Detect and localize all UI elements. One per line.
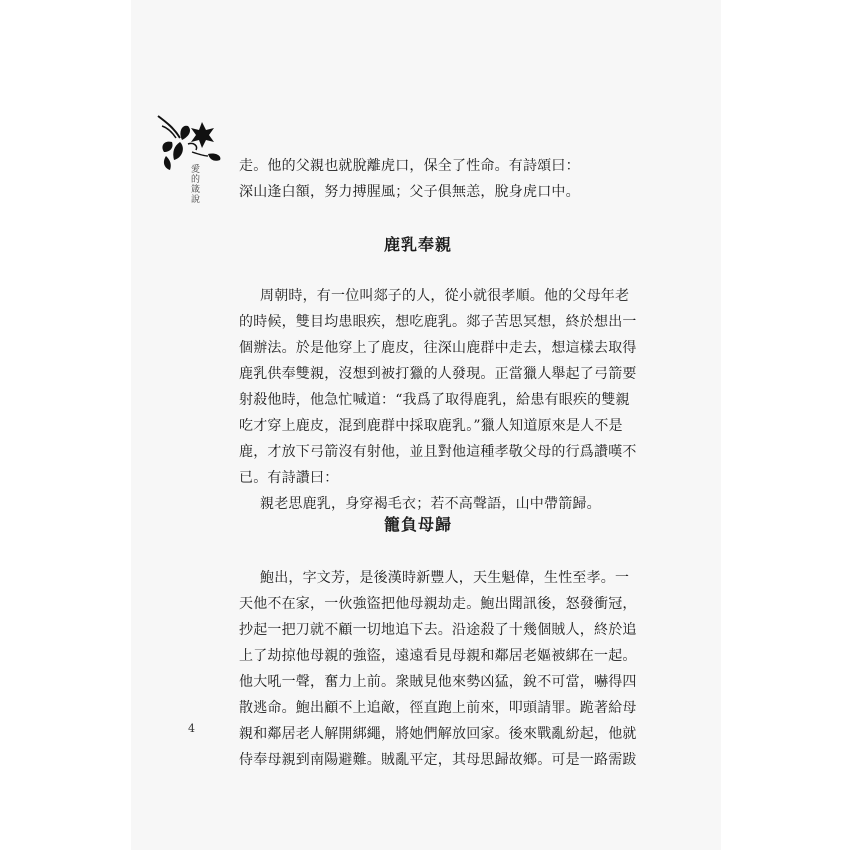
text-line: 射殺他時，他急忙喊道：“我爲了取得鹿乳，給患有眼疾的雙親 [239, 392, 630, 408]
text-line: 深山逢白額，努力搏腥風；父子俱無恙，脫身虎口中。 [239, 184, 580, 200]
intro-paragraph [239, 153, 597, 205]
text-line: 侍奉母親到南陽避難。賊亂平定，其母思歸故鄉。可是一路需跋 [239, 752, 637, 768]
text-line: 上了劫掠他母親的強盜，遠遠看見母親和鄰居老嫗被綁在一起。 [239, 648, 637, 664]
poem-line: 親老思鹿乳，身穿褐毛衣；若不高聲語，山中帶箭歸。 [260, 496, 601, 512]
text-line: 散逃命。鮑出顧不上追敵，徑直跑上前來，叩頭請罪。跪著給母 [239, 700, 637, 716]
text-line: 周朝時，有一位叫郯子的人，從小就很孝順。他的父母年老 [260, 288, 630, 304]
text-line: 的時候，雙目均患眼疾，想吃鹿乳。郯子苦思冥想，終於想出一 [239, 314, 637, 330]
book-title-vertical: 愛的箴說 [189, 164, 199, 204]
text-line: 鮑出，字文芳，是後漢時新豐人，天生魁偉，生性至孝。一 [260, 570, 630, 586]
text-line: 他大吼一聲，奮力上前。衆賊見他來勢凶猛，銳不可當，嚇得四 [239, 674, 637, 690]
text-line: 抄起一把刀就不顧一切地追下去。沿途殺了十幾個賊人，終於追 [239, 622, 637, 638]
text-line: 吃才穿上鹿皮，混到鹿群中採取鹿乳。”獵人知道原來是人不是 [239, 418, 623, 434]
text-line: 親和鄰居老人解開綁繩，將她們解放回家。後來戰亂紛起，他就 [239, 726, 637, 742]
text-line: 走。他的父親也就脫離虎口，保全了性命。有詩頌曰： [239, 158, 580, 174]
page-number: 4 [188, 722, 195, 735]
text-line: 天他不在家，一伙強盜把他母親劫走。鮑出聞訊後，怒發衝冠， [239, 596, 637, 612]
text-line: 鹿，才放下弓箭沒有射他，並且對他這種孝敬父母的行爲讚嘆不 [239, 444, 637, 460]
story1-paragraph [239, 283, 637, 517]
story2-paragraph [239, 565, 637, 773]
text-line: 已。有詩讚曰： [239, 470, 339, 486]
section-heading-carry-mother: 籠負母歸 [383, 515, 452, 534]
text-line: 鹿乳供奉雙親，沒想到被打獵的人發現。正當獵人舉起了弓箭要 [239, 366, 637, 382]
section-heading-deer-milk: 鹿乳奉親 [383, 235, 452, 254]
text-line: 個辦法。於是他穿上了鹿皮，往深山鹿群中走去，想這樣去取得 [239, 340, 637, 356]
